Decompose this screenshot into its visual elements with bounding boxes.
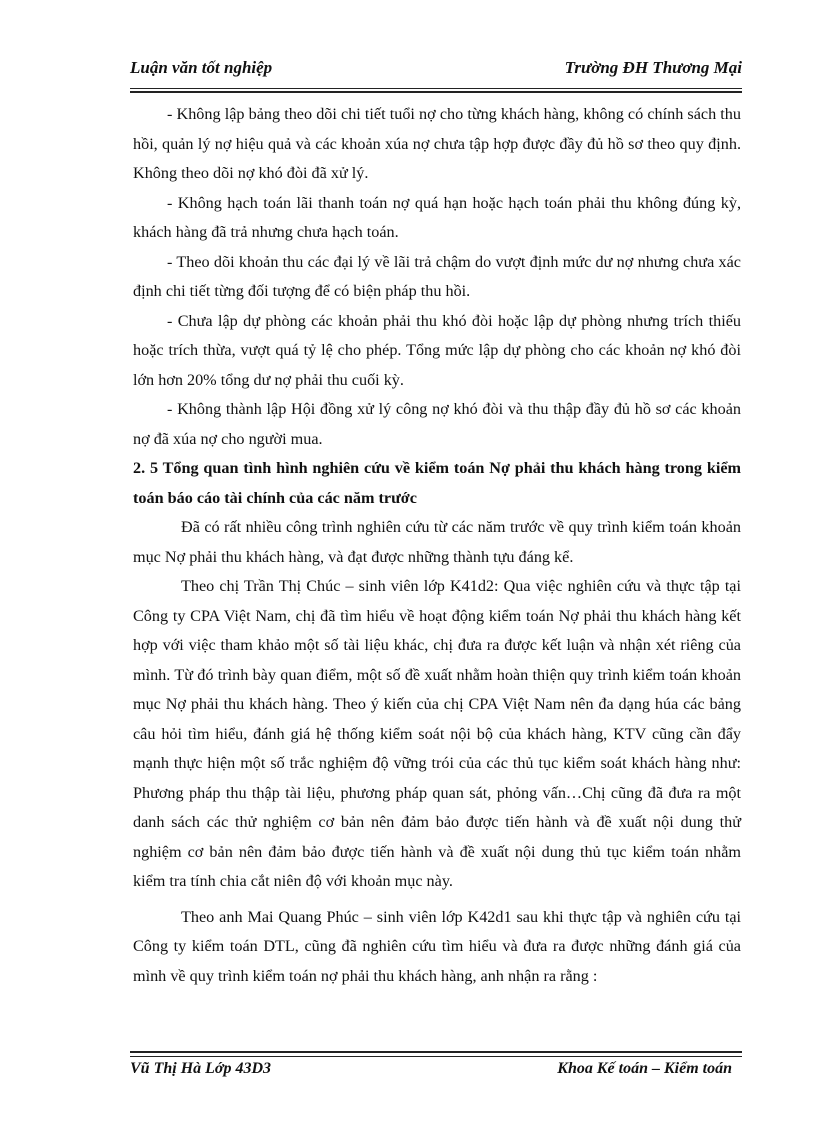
header-rule-thick: [130, 91, 742, 93]
footer-rule-thick: [130, 1051, 742, 1053]
header-rule-thin: [130, 88, 742, 89]
body-paragraph: Theo anh Mai Quang Phúc – sinh viên lớp K42d1 sau khi thực tập và nghiên cứu tại Công ty kiểm toán DTL, cũng đã nghiên cứu tìm hiểu và đưa ra được những đánh giá của mình về quy trình kiểm toán nợ phải thu khách hàng, anh nhận ra rằng :: [133, 907, 741, 985]
bullet-paragraph: - Không hạch toán lãi thanh toán nợ quá hạn hoặc hạch toán phải thu không đúng kỳ, khách hàng đã trả nhưng chưa hạch toán.: [133, 193, 741, 241]
body-paragraph: Đã có rất nhiều công trình nghiên cứu từ các năm trước về quy trình kiểm toán khoản mục Nợ phải thu khách hàng, và đạt được những thành tựu đáng kể.: [133, 518, 741, 566]
footer-author: Vũ Thị Hà Lớp 43D3: [130, 1060, 272, 1077]
footer-department: Khoa Kế toán – Kiểm toán: [557, 1060, 732, 1077]
section-heading: 2. 5 Tổng quan tình hình nghiên cứu về kiểm toán Nợ phải thu khách hàng trong kiểm toán báo cáo tài chính của các năm trước: [133, 459, 741, 507]
header-university: Trường ĐH Thương Mại: [564, 58, 742, 77]
page-body: [133, 100, 741, 991]
body-paragraph: Theo chị Trần Thị Chúc – sinh viên lớp K41d2: Qua việc nghiên cứu và thực tập tại Công ty CPA Việt Nam, chị đã tìm hiểu về hoạt động kiểm toán Nợ phải thu khách hàng kết hợp với việc tham khảo một số tài liệu khác, chị đưa ra được kết luận và nhận xét riêng của mình. Từ đó trình bày quan điểm, một số đề xuất nhằm hoàn thiện quy trình kiểm toán khoản mục Nợ phải thu khách hàng. Theo ý kiến của chị CPA Việt Nam nên đa dạng húa các bảng câu hỏi tìm hiểu, đánh giá hệ thống kiểm soát nội bộ của khách hàng, KTV cũng cần đẩy mạnh thực hiện một số trắc nghiệm độ vững trói của các thủ tục kiểm soát khách hàng như: Phương pháp thu thập tài liệu, phương pháp quan sát, phỏng vấn…Chị cũng đã đưa ra một danh sách các thử nghiệm cơ bản nên đảm bảo được tiến hành và đề xuất nội dung thử nghiệm cơ bản nên đảm bảo được tiến hành và đề xuất nội dung thủ tục kiểm toán nhằm kiểm tra tính chia cắt niên độ với khoản mục này.: [133, 577, 741, 890]
bullet-paragraph: - Không thành lập Hội đồng xử lý công nợ khó đòi và thu thập đầy đủ hồ sơ các khoản nợ đã xúa nợ cho người mua.: [133, 400, 741, 448]
bullet-paragraph: - Chưa lập dự phòng các khoản phải thu khó đòi hoặc lập dự phòng nhưng trích thiếu hoặc trích thừa, vượt quá tỷ lệ cho phép. Tổng mức lập dự phòng cho các khoản nợ khó đòi lớn hơn 20% tổng dư nợ phải thu cuối kỳ.: [133, 311, 741, 389]
footer-rule-thin: [130, 1056, 742, 1057]
page-footer: [130, 1060, 742, 1088]
bullet-paragraph: - Theo dõi khoản thu các đại lý về lãi trả chậm do vượt định mức dư nợ nhưng chưa xác định chi tiết từng đối tượng để có biện pháp thu hồi.: [133, 252, 741, 300]
page-header: [130, 58, 742, 86]
bullet-paragraph: - Không lập bảng theo dõi chi tiết tuổi nợ cho từng khách hàng, không có chính sách thu hồi, quản lý nợ hiệu quả và các khoản xúa nợ chưa tập hợp được đầy đủ hồ sơ theo quy định. Không theo dõi nợ khó đòi đã xử lý.: [133, 105, 741, 182]
header-thesis-title: Luận văn tốt nghiệp: [130, 58, 273, 77]
